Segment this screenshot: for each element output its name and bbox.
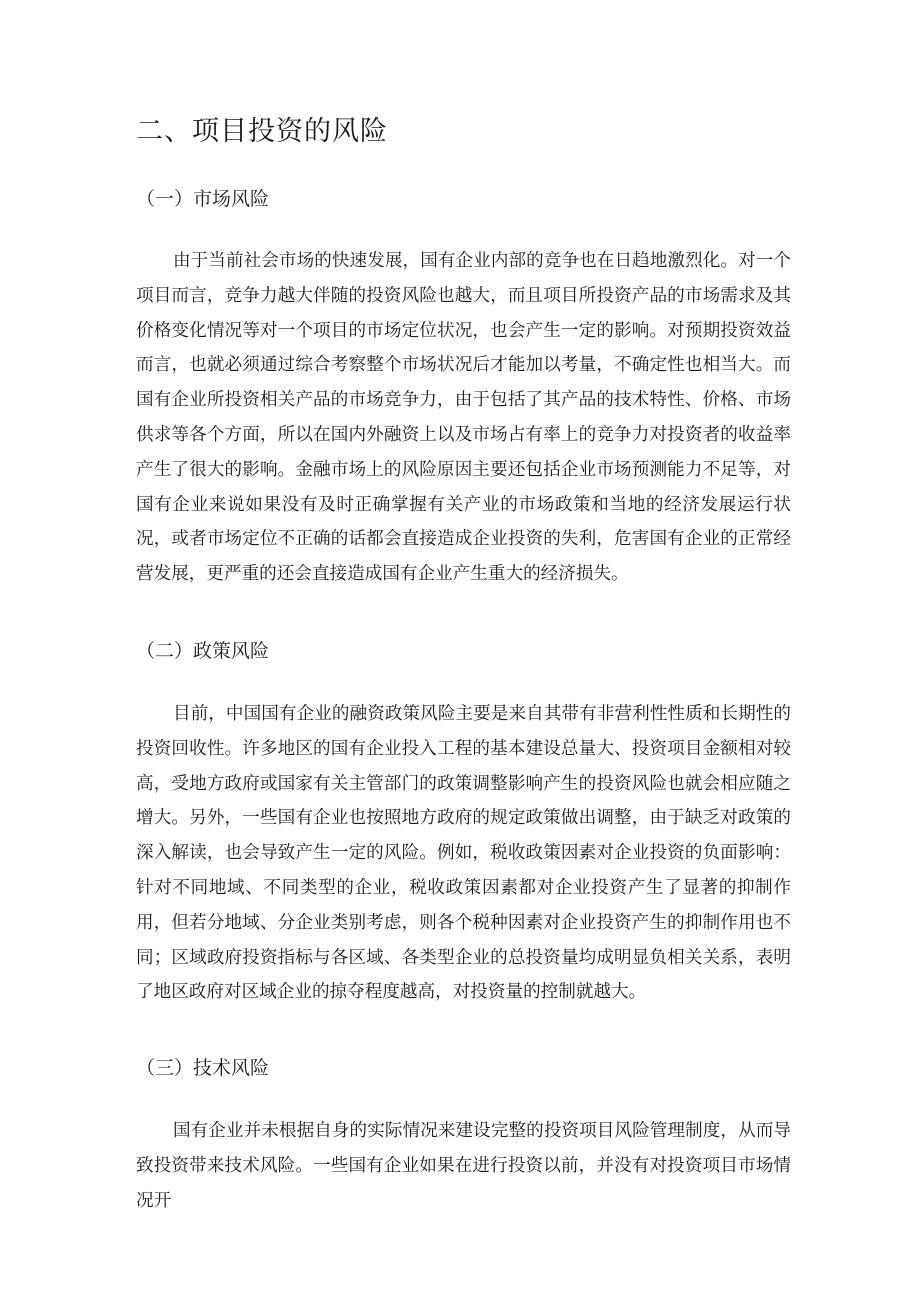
section-paragraph-technical-risk: 国有企业并未根据自身的实际情况来建设完整的投资项目风险管理制度，从而导致投资带来技术风险。一些国有企业如果在进行投资以前，并没有对投资项目市场情况开 [136,1121,791,1211]
section-heading-policy-risk: （二）政策风险 [136,640,270,662]
page-title: 二、项目投资的风险 [136,116,388,147]
section-paragraph-policy-risk: 目前，中国国有企业的融资政策风险主要是来自其带有非营利性性质和长期性的投资回收性。许多地区的国有企业投入工程的基本建设总量大、投资项目金额相对较高，受地方政府或国家有关主管部门的政策调整影响产生的投资风险也就会相应随之增大。另外，一些国有企业也按照地方政府的规定政策做出调整，由于缺乏对政策的深入解读，也会导致产生一定的风险。例如，税收政策因素对企业投资的负面影响：针对不同地域、不同类型的企业，税收政策因素都对企业投资产生了显著的抑制作用，但若分地域、分企业类别考虑，则各个税种因素对企业投资产生的抑制作用也不同；区域政府投资指标与各区域、各类型企业的总投资量均成明显负相关关系，表明了地区政府对区域企业的掠夺程度越高，对投资量的控制就越大。 [136,704,791,1003]
section-paragraph-market-risk: 由于当前社会市场的快速发展，国有企业内部的竞争也在日趋地激烈化。对一个项目而言，竞争力越大伴随的投资风险也越大，而且项目所投资产品的市场需求及其价格变化情况等对一个项目的市场定位状况，也会产生一定的影响。对预期投资效益而言，也就必须通过综合考察整个市场状况后才能加以考量，不确定性也相当大。而国有企业所投资相关产品的市场竞争力，由于包括了其产品的技术特性、价格、市场供求等各个方面，所以在国内外融资上以及市场占有率上的竞争力对投资者的收益率产生了很大的影响。金融市场上的风险原因主要还包括企业市场预测能力不足等，对国有企业来说如果没有及时正确掌握有关产业的市场政策和当地的经济发展运行状况，或者市场定位不正确的话都会直接造成企业投资的失利，危害国有企业的正常经营发展，更严重的还会直接造成国有企业产生重大的经济损失。 [136,251,791,585]
section-heading-market-risk: （一）市场风险 [136,188,270,210]
section-heading-technical-risk: （三）技术风险 [136,1057,270,1079]
